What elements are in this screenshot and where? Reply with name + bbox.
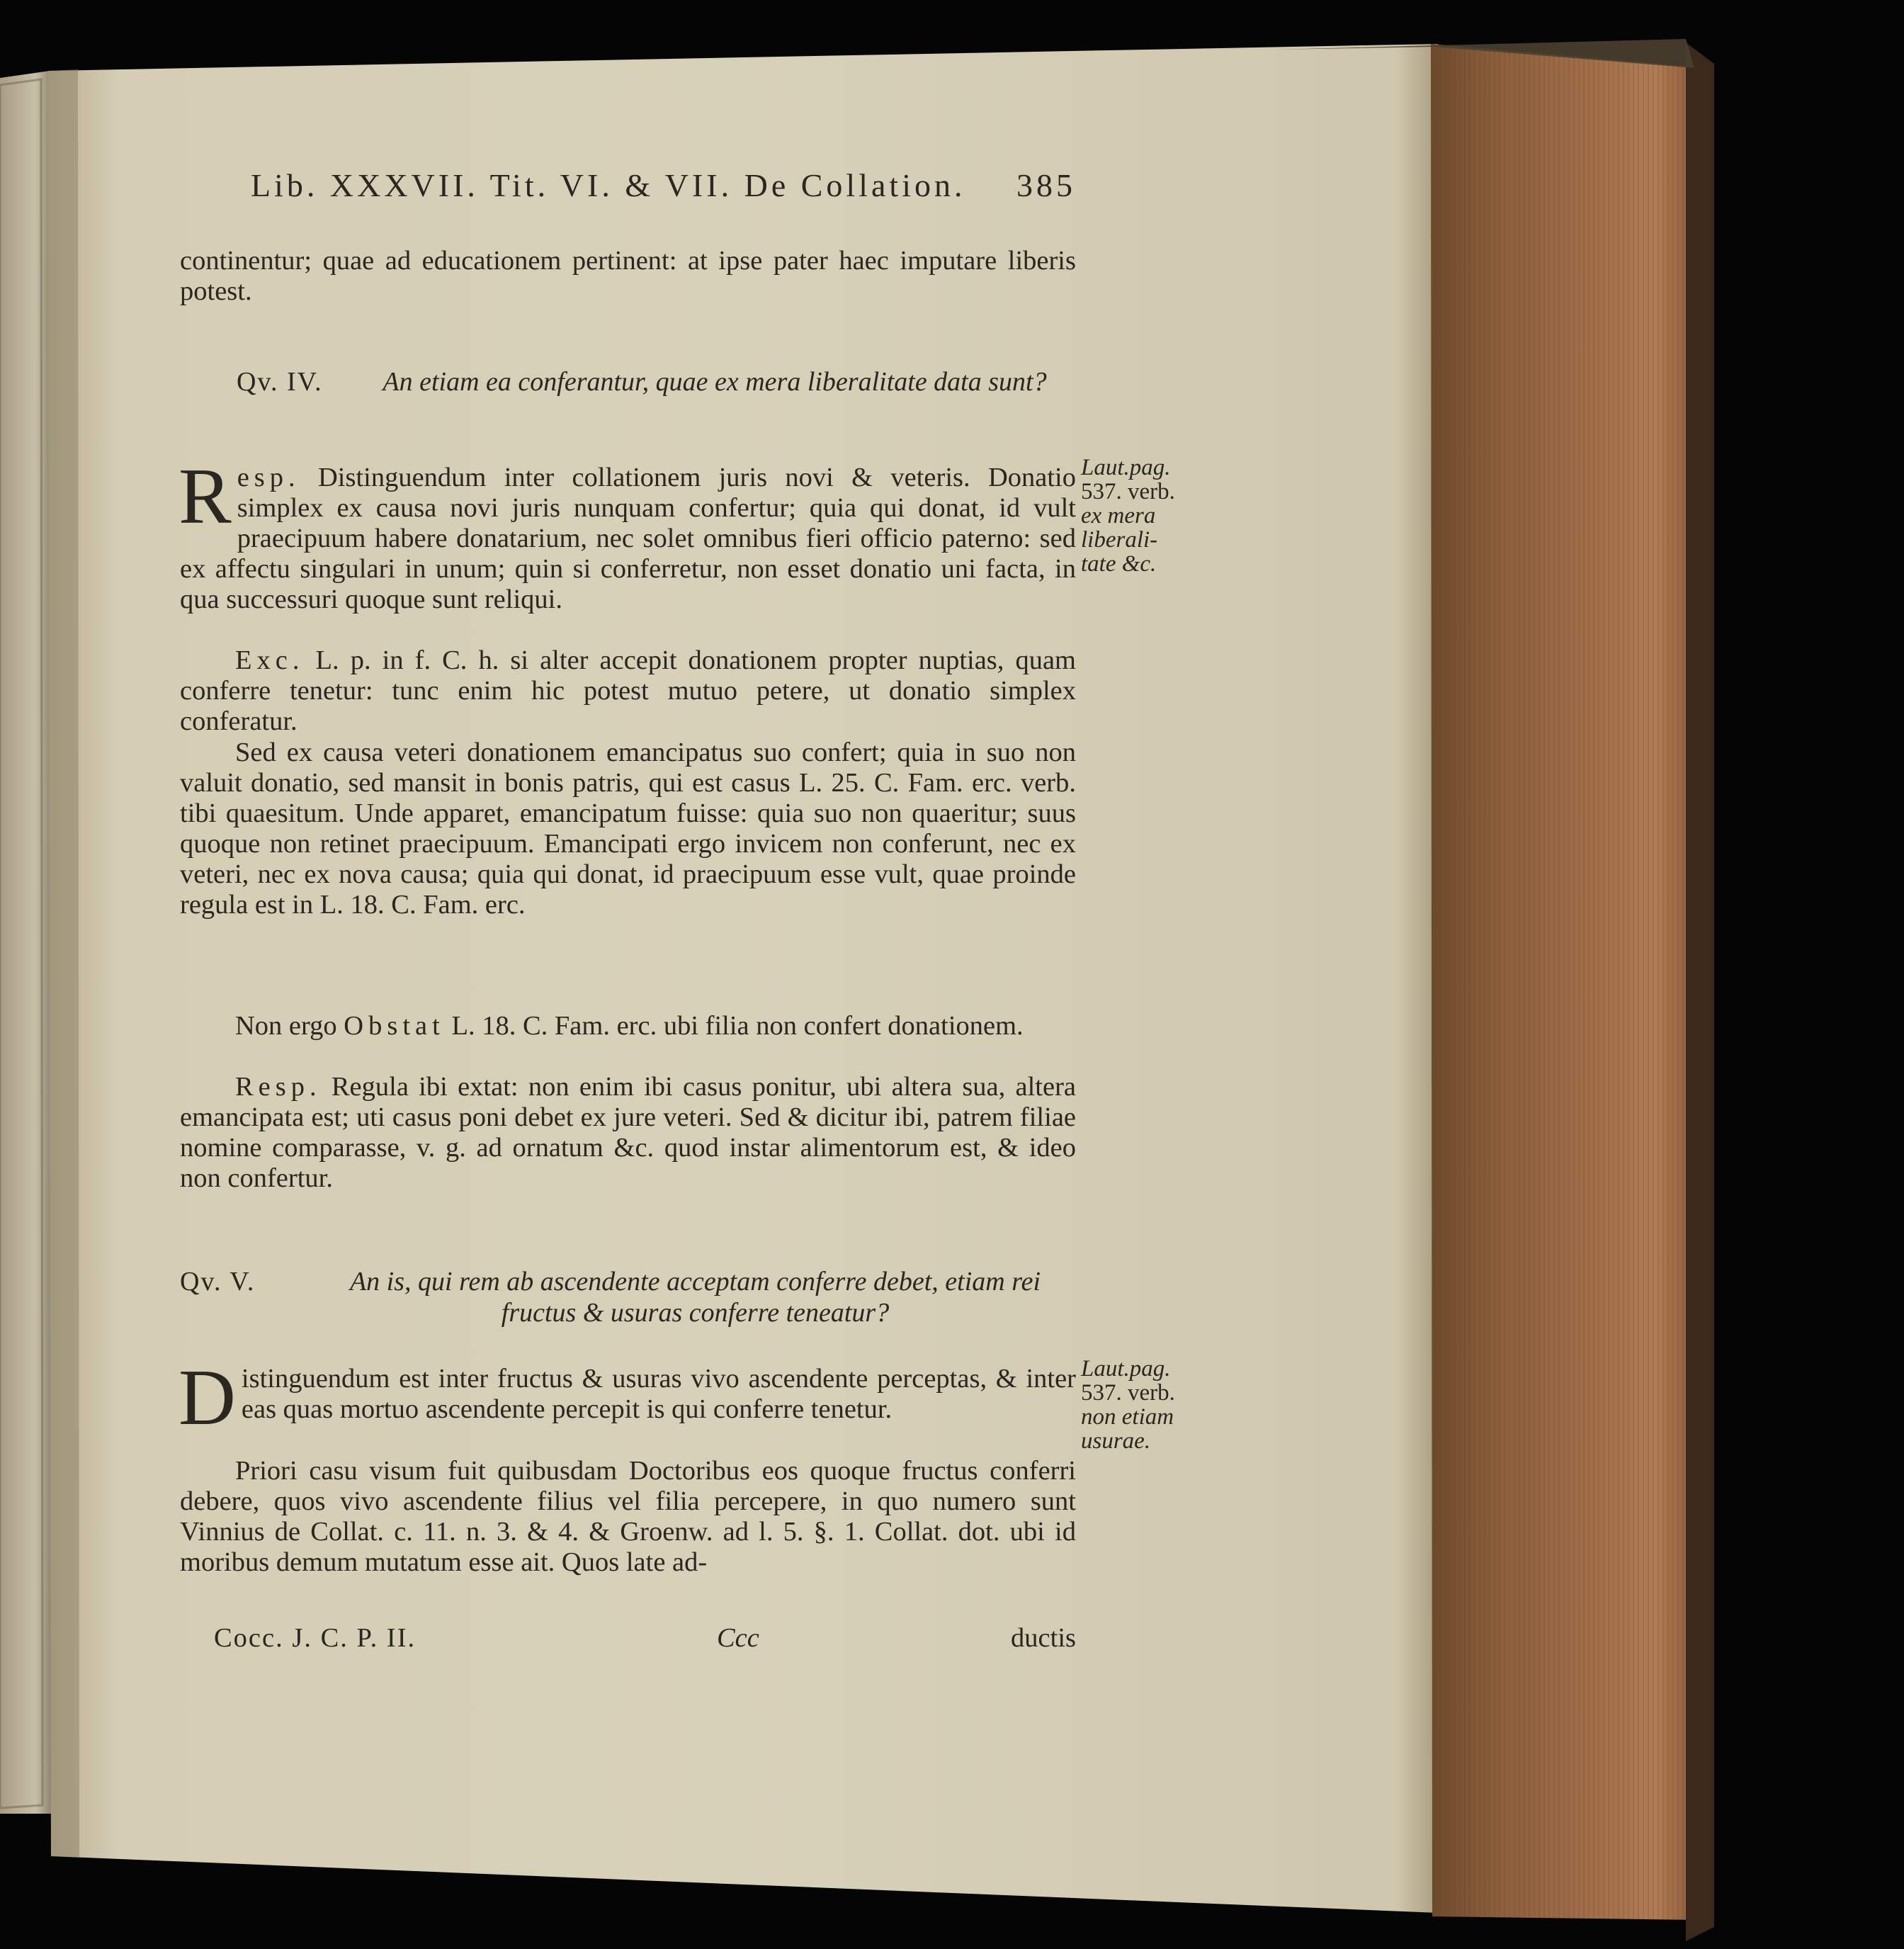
margin-note-2 [1081,1357,1214,1453]
question-5 [180,1266,1076,1330]
signature-line: Cocc. J. C. P. II. [214,1623,416,1653]
question-4 [180,366,1076,430]
drop-cap: R [178,453,232,541]
paragraph-resp-2-text: Regula ibi extat: non enim ibi casus ponitur, ubi altera sua, altera emancipata est; uti casus poni debet ex jure veteri. Sed & dicitur ibi, patrem filiae nomine comparasse, v. g. ad ornatum &c. quod instar alimentorum est, & ideo non confertur. [180,1072,1076,1193]
margin-note-1-line: 537. verb. [1081,479,1175,504]
drop-cap-d: D [178,1354,236,1442]
margin-note-1-line: ex mera [1081,503,1156,529]
paragraph-distinguendum-text: istinguendum est inter fructus & usuras vivo ascendente perceptas, & inter eas quas mortuo ascendente percepit is qui conferre tenetur. [241,1364,1076,1424]
question-5-label: Qv. V. [180,1267,256,1296]
question-4-label: Qv. IV. [237,367,323,397]
catchword: ductis [1011,1623,1076,1653]
paragraph-resp-1 [178,453,1076,615]
running-title: Lib. XXXVII. Tit. VI. & VII. De Collation. [251,167,966,203]
paragraph-priori: Priori casu visum fuit quibusdam Doctoribus eos quoque fructus conferri debere, quos vivo ascendente filius vel filia percepere, in quo numero sunt Vinnius de Collat. c. 11. n. 3. & 4. & Groenw. ad l. 5. §. 1. Collat. dot. ubi id moribus demum mutatum esse ait. Quos late ad- [180,1456,1076,1577]
book-cover-edge [1686,43,1714,1941]
margin-note-1-line: liberali- [1081,527,1158,553]
signature-mark: Ccc [717,1623,759,1653]
question-4-text: An etiam ea conferantur, quae ex mera liberalitate data sunt? [382,367,1047,397]
page-number: 385 [1016,167,1076,203]
paragraph-continuation: continentur; quae ad educationem pertinent: at ipse pater haec imputare liberis potest. [180,246,1076,306]
margin-note-2-line: Laut.pag. [1081,1356,1171,1382]
resp-2-label: Resp. [235,1072,322,1102]
margin-note-2-line: 537. verb. [1081,1380,1175,1406]
paragraph-obstat-text: L. 18. C. Fam. erc. ubi filia non confert donationem. [451,1011,1024,1041]
obstat-pre: Non ergo [235,1011,337,1041]
margin-note-1 [1081,456,1214,576]
paragraph-obstat [180,1011,1076,1041]
paragraph-exc [180,645,1076,737]
resp-label: esp. [237,463,300,492]
question-5-text: An is, qui rem ab ascendente acceptam conferre debet, etiam rei fructus & usuras conferre teneatur? [349,1267,1041,1328]
paragraph-distinguendum [178,1354,1076,1442]
running-head [180,166,1076,216]
paragraph-exc-text: L. p. in f. C. h. si alter accepit donationem propter nuptias, quam conferre tenetur: tunc enim hic potest mutuo petere, ut donatio simplex conferatur. [180,645,1076,736]
obstat-label: Obstat [344,1011,445,1041]
paragraph-resp-1-text: Distinguendum inter collationem juris novi & veteris. Donatio simplex ex causa novi juris nunquam confertur; quia qui donat, id vult praecipuum habere donatarium, nec solet omnibus fieri officio paterno: sed ex affectu singulari in unum; quin si conferretur, non esset donatio uni facta, in qua successuri quoque sunt reliqui. [180,463,1076,614]
margin-note-2-line: usurae. [1081,1428,1151,1454]
exc-label: Exc. [235,645,305,675]
margin-note-1-line: tate &c. [1081,551,1157,577]
paragraph-resp-2 [180,1072,1076,1194]
margin-note-1-line: Laut.pag. [1081,455,1171,480]
margin-note-2-line: non etiam [1081,1404,1174,1430]
paragraph-emancipatus: Sed ex causa veteri donationem emancipatus suo confert; quia in suo non valuit donatio, sed mansit in bonis patris, qui est casus L. 25. C. Fam. erc. verb. tibi quaesitum. Unde apparet, emancipatum fuisse: quia suo non quaeritur; suus quoque non retinet praecipuum. Emancipati ergo invicem non conferunt, nec ex veteri, nec ex nova causa; quia qui donat, id praecipuum esse vult, quae proinde regula est in L. 18. C. Fam. erc. [180,738,1076,920]
